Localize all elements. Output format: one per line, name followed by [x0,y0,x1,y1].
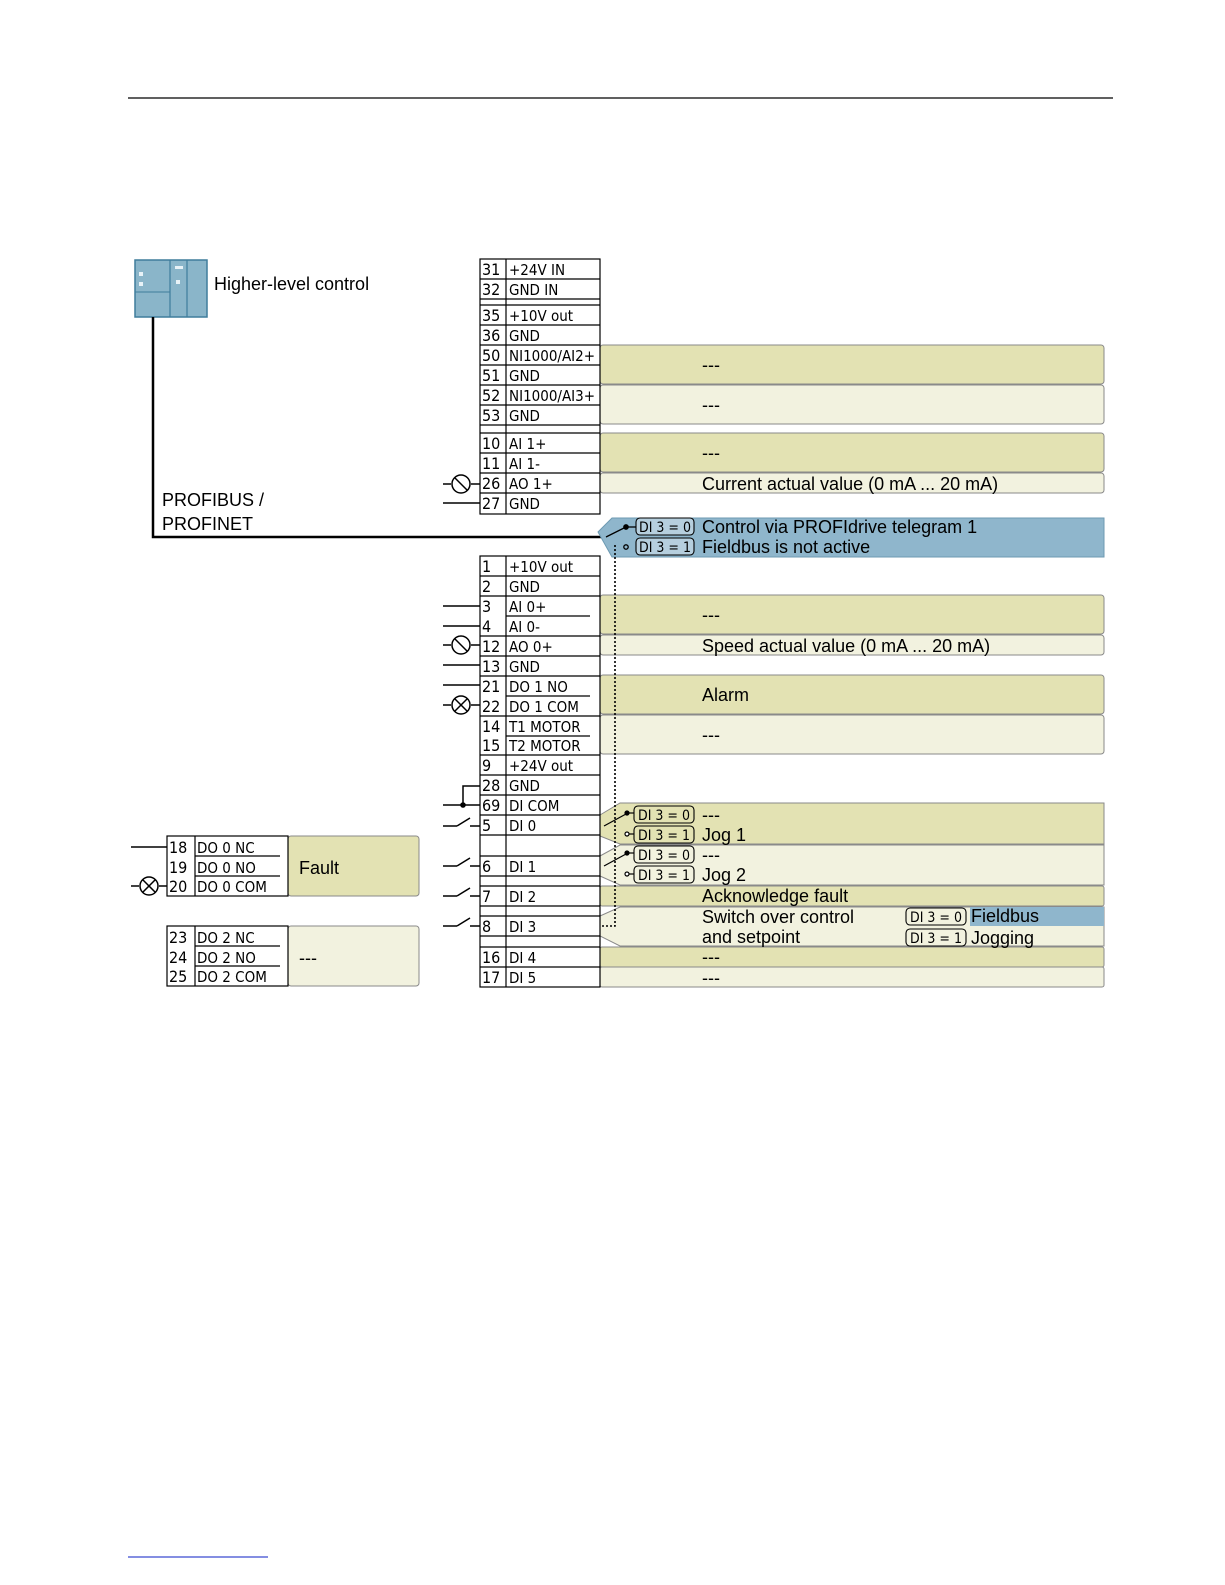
terminal-15-number: 15 [482,736,501,755]
terminal-36-label: GND [509,327,540,345]
terminal-12-label: AO 0+ [509,638,553,656]
terminal-51-number: 51 [482,366,501,385]
terminal-26-number: 26 [482,474,501,493]
terminal-8-label: DI 3 [509,918,537,936]
terminal-21-label: DO 1 NO [509,678,568,696]
terminal-53-label: GND [509,407,540,425]
terminal-18-number: 18 [169,838,188,857]
di3-box-b-text: DI 3 = 1 [910,931,962,947]
terminal-17-label: DI 5 [509,969,537,987]
di1-function-a: --- [702,845,720,865]
upper-function-ai1-text: --- [702,443,720,463]
terminal-19-number: 19 [169,858,188,877]
terminal-50-label: NI1000/AI2+ [509,347,596,365]
terminal-51-label: GND [509,367,540,385]
terminal-25-label: DO 2 COM [197,968,267,986]
terminal-7-number: 7 [482,887,492,906]
relay2-function-text: --- [299,948,317,968]
terminal-22-label: DO 1 COM [509,698,579,716]
function-panel-do1 [600,675,1104,714]
di0-box-b-text: DI 3 = 1 [638,828,690,844]
terminal-14-label: T1 MOTOR [509,718,581,736]
terminal-2-number: 2 [482,577,492,596]
terminal-9-label: +24V out [509,757,574,775]
upper-function-ai3-text: --- [702,395,720,415]
upper-function-ao1-text: Current actual value (0 mA ... 20 mA) [702,474,999,494]
fieldbus-di-a: DI 3 = 0 [639,520,691,536]
terminal-17-number: 17 [482,968,501,987]
terminal-32-number: 32 [482,280,501,299]
terminal-4-number: 4 [482,617,492,636]
terminal-5-label: DI 0 [509,817,537,835]
fieldbus-text-a: Control via PROFIdrive telegram 1 [702,517,978,537]
function-panel-di5 [600,967,1104,987]
function-panel-ai0 [600,595,1104,634]
terminal-26-label: AO 1+ [509,475,553,493]
terminal-10-number: 10 [482,434,501,453]
terminal-12-number: 12 [482,637,501,656]
terminal-6-label: DI 1 [509,858,537,876]
function-do1-text: Alarm [702,685,750,705]
di0-function-a: --- [702,805,720,825]
di0-box-a-text: DI 3 = 0 [638,808,690,824]
terminal-35-number: 35 [482,306,501,325]
function-panel-di4 [600,947,1104,967]
bus-label-line1: PROFIBUS / [162,490,265,510]
terminal-19-label: DO 0 NO [197,859,256,877]
terminal-32-label: GND IN [509,281,559,299]
terminal-9-number: 9 [482,756,492,775]
di3-box-a-text: DI 3 = 0 [910,910,962,926]
terminal-23-label: DO 2 NC [197,929,255,947]
plc-controller-icon [135,260,207,317]
terminal-6-number: 6 [482,857,492,876]
controller-label: Higher-level control [214,274,370,294]
function-ao0-text: Speed actual value (0 mA ... 20 mA) [702,636,991,656]
terminal-5-number: 5 [482,816,492,835]
terminal-23-number: 23 [169,928,188,947]
function-panel-motor [600,715,1104,754]
relay0-lamp-icon [140,877,158,895]
di1-box-b-text: DI 3 = 1 [638,868,690,884]
bus-label-line2: PROFINET [162,514,254,534]
upper-function-ai2-text: --- [702,355,720,375]
terminal-1-number: 1 [482,557,492,576]
terminal-2-label: GND [509,578,540,596]
terminal-52-label: NI1000/AI3+ [509,387,596,405]
function-motor-text: --- [702,725,720,745]
fieldbus-text-b: Fieldbus is not active [702,537,871,557]
terminal-24-number: 24 [169,948,188,967]
terminal-16-label: DI 4 [509,949,537,967]
terminal-69-number: 69 [482,796,501,815]
terminal-22-number: 22 [482,697,501,716]
di3-function-b: Jogging [971,928,1035,948]
terminal-25-number: 25 [169,967,188,986]
di3-function-line2: and setpoint [702,927,801,947]
terminal-16-number: 16 [482,948,501,967]
upper-function-panel-ai3 [600,385,1104,424]
do1-lamp-icon [443,696,480,714]
relay0-function-text: Fault [299,858,340,878]
terminal-27-number: 27 [482,494,501,513]
terminal-31-number: 31 [482,260,501,279]
terminal-7-label: DI 2 [509,888,537,906]
di3-function-line1: Switch over control [702,907,855,927]
terminal-1-label: +10V out [509,558,574,576]
terminal-53-number: 53 [482,406,501,425]
terminal-3-label: AI 0+ [509,598,547,616]
terminal-36-number: 36 [482,326,501,345]
di4-function: --- [702,947,720,967]
di1-function-b: Jog 2 [702,865,747,885]
terminal-14-number: 14 [482,717,501,736]
terminal-18-label: DO 0 NC [197,839,255,857]
terminal-8-number: 8 [482,917,492,936]
terminal-35-label: +10V out [509,307,574,325]
di1-box-a-text: DI 3 = 0 [638,848,690,864]
terminal-50-number: 50 [482,346,501,365]
terminal-10-label: AI 1+ [509,435,547,453]
terminal-21-number: 21 [482,677,501,696]
di3-function-a: Fieldbus [971,906,1040,926]
di5-function: --- [702,968,720,988]
ao1-meter-icon [443,475,480,503]
function-ai0-text: --- [702,605,720,625]
terminal-4-label: AI 0- [509,618,540,636]
ao0-meter-icon [443,636,480,654]
terminal-24-label: DO 2 NO [197,949,256,967]
upper-function-panel-ai1 [600,433,1104,472]
terminal-11-number: 11 [482,454,501,473]
function-panel-di2 [600,886,1104,906]
terminal-3-number: 3 [482,597,492,616]
terminal-28-number: 28 [482,776,501,795]
upper-function-panel-ai2 [600,345,1104,384]
terminal-11-label: AI 1- [509,455,540,473]
terminal-15-label: T2 MOTOR [509,737,581,755]
di0-function-b: Jog 1 [702,825,747,845]
terminal-28-label: GND [509,777,540,795]
di2-function: Acknowledge fault [702,886,849,906]
terminal-69-label: DI COM [509,797,560,815]
terminal-52-number: 52 [482,386,501,405]
dicom-junction-dot [460,802,466,808]
terminal-13-number: 13 [482,657,501,676]
terminal-13-label: GND [509,658,540,676]
terminal-20-label: DO 0 COM [197,878,267,896]
terminal-20-number: 20 [169,877,188,896]
terminal-31-label: +24V IN [509,261,566,279]
fieldbus-di-b: DI 3 = 1 [639,540,691,556]
terminal-27-label: GND [509,495,540,513]
